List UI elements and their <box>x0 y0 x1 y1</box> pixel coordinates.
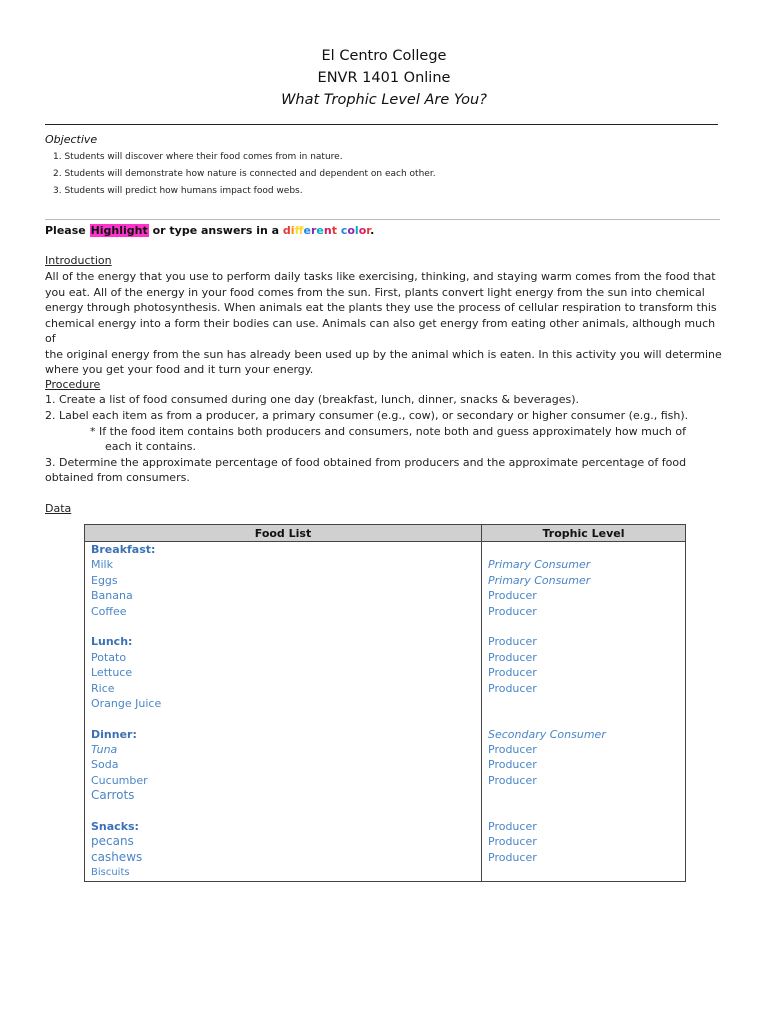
trophic-level-value: Producer <box>488 850 537 864</box>
trophic-level-cell[interactable] <box>482 542 686 882</box>
trophic-level-value: Producer <box>488 681 537 695</box>
food-item <box>91 619 481 634</box>
food-item: Biscuits <box>91 867 130 879</box>
trophic-level-value <box>488 711 685 726</box>
trophic-level-value: Producer <box>488 666 537 680</box>
trophic-level-value: Primary Consumer <box>488 558 591 572</box>
column-header-food-list: Food List <box>85 525 482 542</box>
trophic-level-value: Producer <box>488 635 537 649</box>
objective-heading: Objective <box>45 133 98 146</box>
procedure-step: 3. Determine the approximate percentage of food obtained from producers and the approximate percentage of food <box>45 456 687 469</box>
trophic-level-value: Producer <box>488 589 537 603</box>
document-title: What Trophic Level Are You? <box>281 92 487 108</box>
food-item: Rice <box>91 681 115 695</box>
rainbow-letter: e <box>316 224 324 237</box>
procedure-step: obtained from consumers. <box>45 471 190 484</box>
trophic-level-value <box>488 804 685 819</box>
instructions-prefix: Please <box>45 224 90 237</box>
food-item: cashews <box>91 849 143 864</box>
rainbow-letter: r <box>366 224 371 237</box>
header-divider <box>45 124 718 125</box>
objective-item: 2. Students will demonstrate how nature is connected and dependent on each other. <box>53 169 436 179</box>
food-item: Coffee <box>91 604 127 618</box>
rainbow-letter: o <box>358 224 367 237</box>
trophic-level-value <box>488 542 685 557</box>
objective-list <box>53 151 436 202</box>
trophic-level-value <box>488 696 685 711</box>
food-item: Tuna <box>91 743 118 757</box>
trophic-level-value: Producer <box>488 773 537 787</box>
procedure-step: 1. Create a list of food consumed during one day (breakfast, lunch, dinner, snacks & beverages). <box>45 393 580 406</box>
food-item: Cucumber <box>91 773 148 787</box>
intro-line: you eat. All of the energy in your food comes from the sun. First, plants convert light energy from the sun into chemical <box>45 285 705 299</box>
procedure-note: * If the food item contains both producers and consumers, note both and guess approximately how much of <box>90 425 686 438</box>
instructions-middle: or type answers in a <box>148 224 283 237</box>
trophic-level-value: Producer <box>488 650 537 664</box>
rainbow-letter: e <box>303 224 311 237</box>
trophic-level-value <box>488 788 685 803</box>
rainbow-letter: f <box>294 224 304 237</box>
food-list-cell[interactable] <box>85 542 482 882</box>
highlight-word: Highlight <box>90 224 148 237</box>
food-item <box>91 711 481 726</box>
trophic-level-value: Secondary Consumer <box>488 727 606 741</box>
meal-heading: Lunch: <box>91 635 133 649</box>
instructions-line <box>45 224 374 237</box>
rainbow-letter: c <box>340 224 348 237</box>
trophic-level-value <box>488 619 685 634</box>
rainbow-letter: l <box>354 224 359 237</box>
food-item: Potato <box>91 650 127 664</box>
column-header-trophic-level: Trophic Level <box>482 525 686 542</box>
meal-heading: Dinner: <box>91 727 137 741</box>
food-item: Carrots <box>91 788 135 803</box>
meal-heading: Breakfast: <box>91 543 156 556</box>
rainbow-letter: i <box>290 224 295 237</box>
procedure-note: each it contains. <box>105 440 196 453</box>
rainbow-letter: d <box>282 224 291 237</box>
rainbow-letter: t <box>331 224 337 237</box>
procedure-heading: Procedure <box>45 378 101 391</box>
intro-line: chemical energy into a form their bodies can use. Animals can also get energy from eating other animals, although much of <box>45 316 716 345</box>
meal-heading: Snacks: <box>91 820 139 834</box>
data-heading: Data <box>45 502 72 515</box>
procedure-step: 2. Label each item as from a producer, a primary consumer (e.g., cow), or secondary or higher consumer (e.g., fish). <box>45 409 689 422</box>
food-table <box>84 524 686 882</box>
trophic-level-value: Producer <box>488 604 537 618</box>
food-item: Milk <box>91 558 113 572</box>
course-code: ENVR 1401 Online <box>317 70 451 86</box>
objective-item: 1. Students will discover where their food comes from in nature. <box>53 152 343 162</box>
trophic-level-value: Producer <box>488 820 537 834</box>
rainbow-letter: o <box>347 224 355 237</box>
college-name: El Centro College <box>321 48 447 64</box>
food-item: Lettuce <box>91 666 133 680</box>
food-item <box>91 804 481 819</box>
food-item: Banana <box>91 589 133 603</box>
intro-line: energy through photosynthesis. When animals eat the plants they use the process of cellular respiration to transform this <box>45 301 717 314</box>
trophic-level-value: Producer <box>488 835 537 849</box>
objective-item: 3. Students will predict how humans impact food webs. <box>53 186 303 196</box>
food-item: Soda <box>91 758 119 772</box>
food-item: Eggs <box>91 573 118 587</box>
trophic-level-value: Primary Consumer <box>488 573 591 587</box>
food-item: pecans <box>91 834 134 849</box>
intro-line: the original energy from the sun has already been used up by the animal which is eaten. In this activity you will determine <box>45 347 722 361</box>
intro-line: All of the energy that you use to perform daily tasks like exercising, thinking, and staying warm comes from the food that <box>45 270 716 283</box>
trophic-level-value: Producer <box>488 758 537 772</box>
introduction-body <box>45 269 725 378</box>
rainbow-letter: r <box>310 224 317 237</box>
section-divider <box>45 219 720 220</box>
intro-line: where you get your food and it turn your energy. <box>45 363 314 376</box>
rainbow-letter: n <box>323 224 332 237</box>
trophic-level-value <box>488 865 685 880</box>
instructions-suffix: . <box>370 224 375 237</box>
introduction-heading: Introduction <box>45 254 112 267</box>
food-item: Orange Juice <box>91 696 162 710</box>
trophic-level-value: Producer <box>488 743 537 757</box>
